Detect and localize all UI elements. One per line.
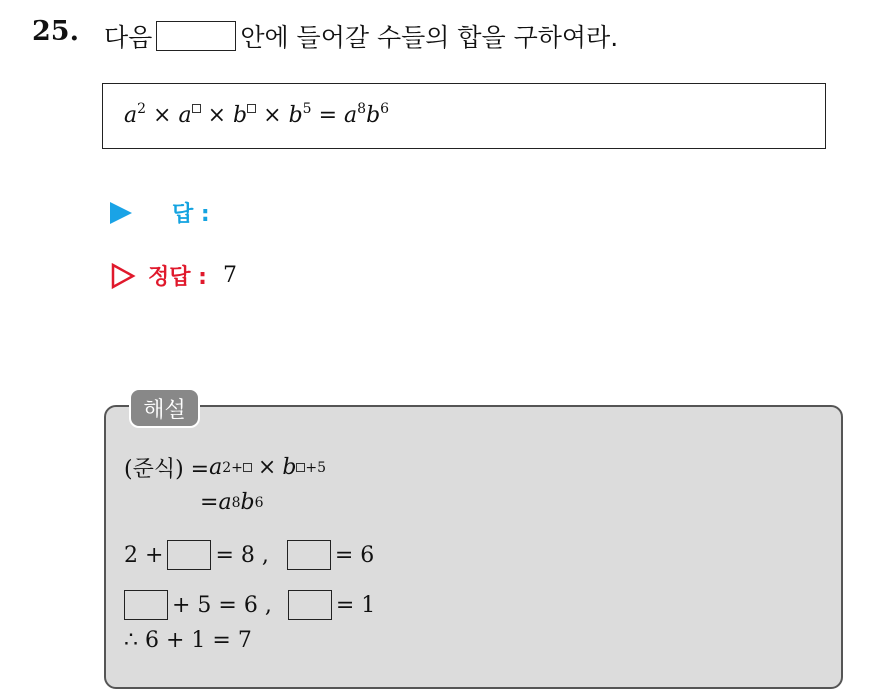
question-number: 25. [32,16,79,47]
exp-6: 6 [380,101,390,117]
line3-mid: = 8 , [215,542,269,568]
small-blank-icon [247,104,256,113]
var-a: a [344,103,358,128]
exp-5: 5 [302,101,312,117]
explanation-line-5 [124,628,252,653]
var-a: a [178,103,192,128]
explanation-line-4 [120,590,375,620]
explanation-line-1: (준식) = a 2+ × b +5 [124,452,326,483]
var-b: b [282,455,297,480]
answer-label: 답 : [172,202,210,227]
answer-row [110,197,210,228]
explanation-tab: 해설 [129,388,200,428]
line3-right: = 6 [334,542,375,568]
times-sign: × [263,103,282,128]
line4-mid: + 5 = 6 , [172,592,272,618]
equals-sign: = [318,103,338,128]
play-triangle-icon [110,202,132,224]
explanation-line-3 [124,540,374,570]
var-b: b [288,103,303,128]
answer-blank-box [288,590,332,620]
small-blank-icon [192,104,201,113]
correct-answer-row [110,260,237,291]
line3-left: 2 + [124,542,164,568]
line5: ∴ 6 + 1 = 7 [124,628,252,653]
line1-prefix: (준식) = [124,457,210,482]
answer-blank-box [167,540,211,570]
question-text [104,18,618,54]
times-sign: × [153,103,172,128]
explanation-line-2: = a 8 b 6 [200,490,264,515]
question-blank-box [156,21,236,51]
times-sign: × [207,103,227,128]
var-b: b [240,490,255,515]
exp-8: 8 [357,101,367,117]
question-text-after: 안에 들어갈 수들의 합을 구하여라. [240,23,619,52]
small-blank-icon [243,463,252,472]
var-a: a [209,455,223,480]
exp-2: 2 [137,101,147,117]
answer-blank-box [124,590,168,620]
outline-triangle-icon [110,263,136,289]
var-a: a [218,490,232,515]
times-sign: × [257,455,277,480]
var-a: a [124,103,138,128]
var-b: b [366,103,381,128]
equation [124,103,389,128]
line2-prefix: = [200,490,219,515]
answer-blank-box [287,540,331,570]
var-b: b [233,103,248,128]
correct-answer-value: 7 [222,263,237,288]
correct-answer-label: 정답 : [148,265,207,290]
line4-right: = 1 [335,592,376,618]
question-text-before: 다음 [104,23,153,52]
